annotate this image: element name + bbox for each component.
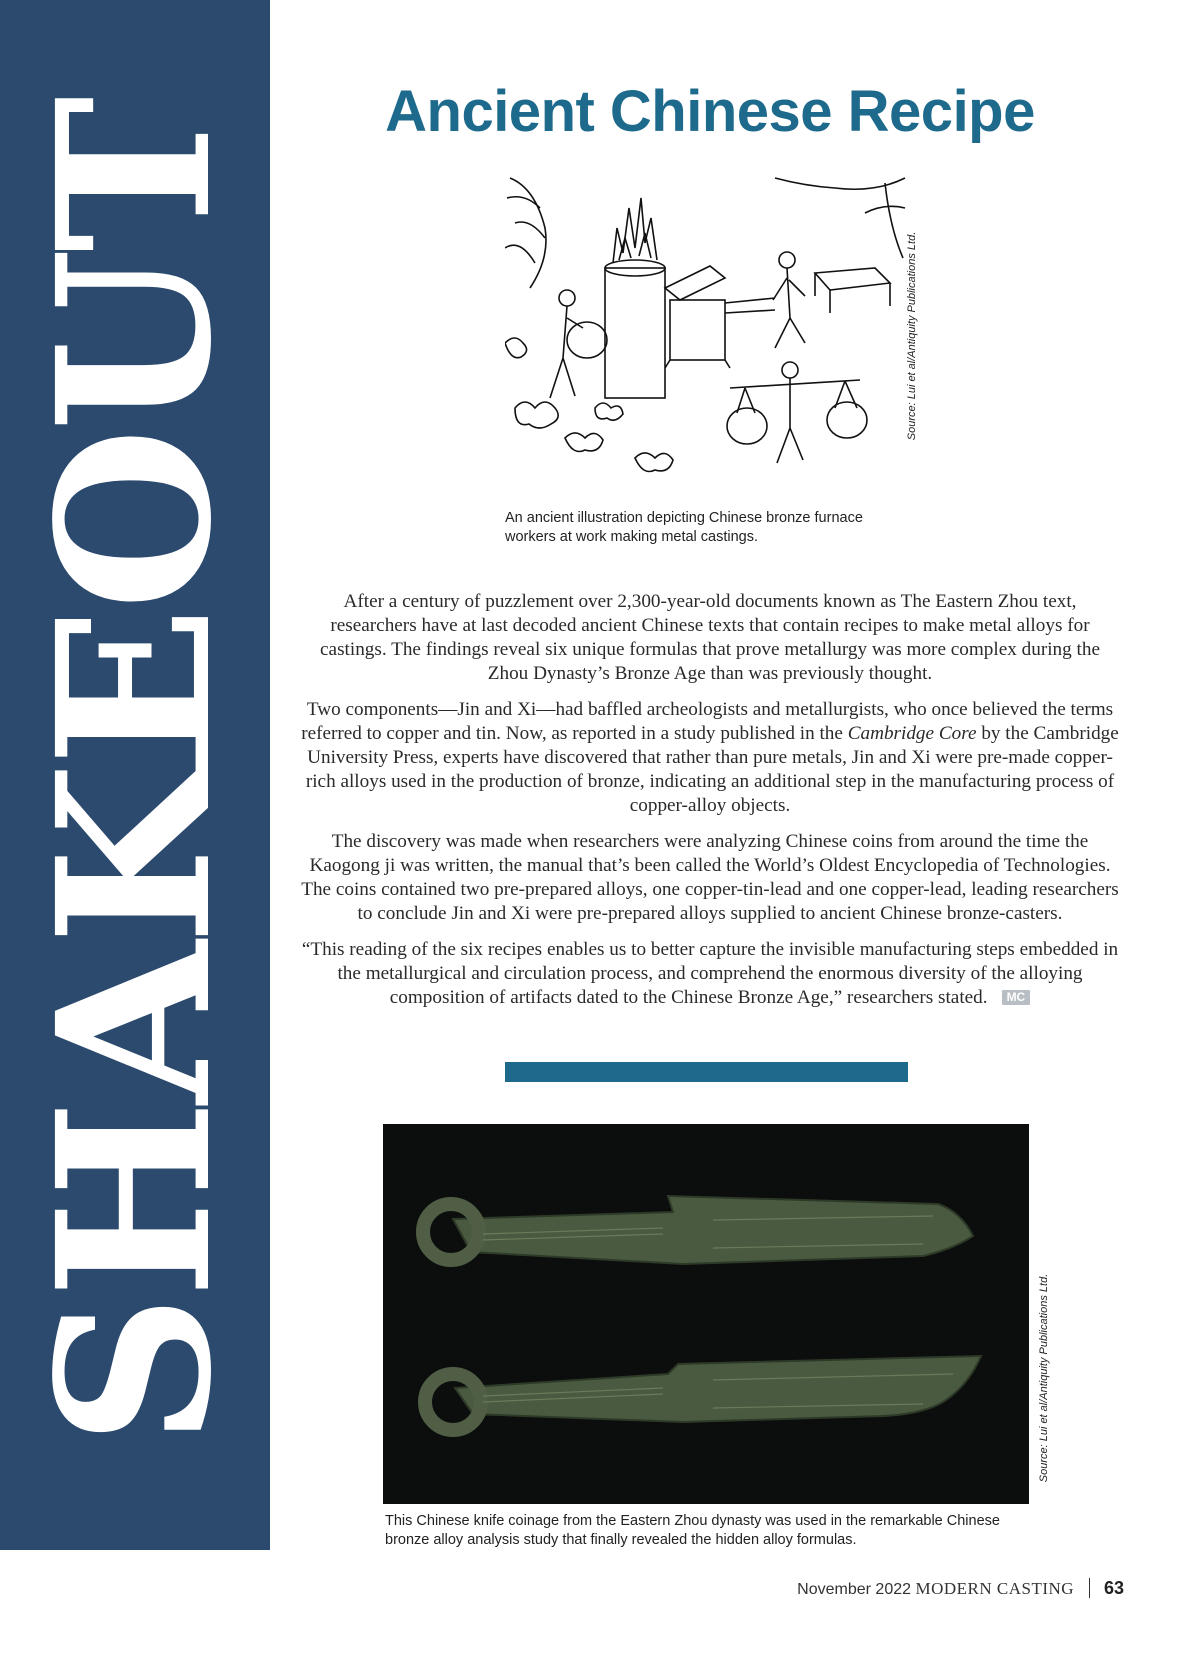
page-footer (797, 1578, 1124, 1599)
magazine-name: MODERN CASTING (915, 1579, 1075, 1598)
photo-credit: Source: Lui et al/Antiquity Publications Ltd. (1038, 1273, 1050, 1483)
issue-date: November 2022 (797, 1581, 912, 1598)
paragraph-2 (300, 698, 1120, 818)
paragraph-4-text: “This reading of the six recipes enables us to better capture the invisible manufacturing steps embedded in the metallurgical and circulation process, and comprehend the enormous diversity of the alloying composition of artifacts dated to the Chinese Bronze Age,” researchers stated. (301, 939, 1119, 1008)
end-badge: MC (1002, 990, 1031, 1005)
paragraph-2-end: by the Cambridge University Press, experts have discovered that rather than pure metals, Jin and Xi were pre-made copper-rich alloys used in the production of bronze, indicating an additional step in the manufacturing process of copper-alloy objects. (305, 723, 1119, 816)
knife-coins-drawing (383, 1124, 1029, 1504)
footer-separator (1089, 1578, 1090, 1598)
furnace-illustration (505, 168, 909, 504)
divider-bar (505, 1062, 908, 1082)
paragraph-2-start: Two components—Jin and Xi—had baffled archeologists and metallurgists, who once believed the terms referred to copper and tin. Now, as reported in a study published in the (301, 699, 1114, 744)
photo-caption: This Chinese knife coinage from the Eastern Zhou dynasty was used in the remarkable Chinese bronze alloy analysis study that finally revealed the hidden alloy formulas. (385, 1513, 1000, 1548)
illustration-credit: Source: Lui et al/Antiquity Publications Ltd. (906, 231, 918, 441)
article-title: Ancient Chinese Recipe (385, 79, 1035, 144)
section-label: SHAKEOUT (11, 100, 258, 1446)
page-number: 63 (1103, 1578, 1124, 1598)
paragraph-3: The discovery was made when researchers were analyzing Chinese coins from around the time the Kaogong ji was written, the manual that’s been called the World’s Oldest Encyclopedia of Technologies. The coins contained two pre-prepared alloys, one copper-tin-lead and one copper-lead, leading researchers to conclude Jin and Xi were pre-prepared alloys supplied to ancient Chinese bronze-casters. (301, 831, 1119, 924)
knife-coins-photo (383, 1124, 1029, 1504)
illustration-caption: An ancient illustration depicting Chinese bronze furnace workers at work making metal castings. (505, 510, 863, 545)
article-body (300, 590, 1120, 1022)
furnace-drawing (505, 168, 909, 504)
publication-name: Cambridge Core (847, 723, 977, 744)
paragraph-1: After a century of puzzlement over 2,300-year-old documents known as The Eastern Zhou text, researchers have at last decoded ancient Chinese texts that contain recipes to make metal alloys for castings. The findings reveal six unique formulas that prove metallurgy was more complex during the Zhou Dynasty’s Bronze Age than was previously thought. (320, 591, 1100, 684)
section-sidebar (0, 0, 270, 1550)
paragraph-4 (300, 938, 1120, 1010)
